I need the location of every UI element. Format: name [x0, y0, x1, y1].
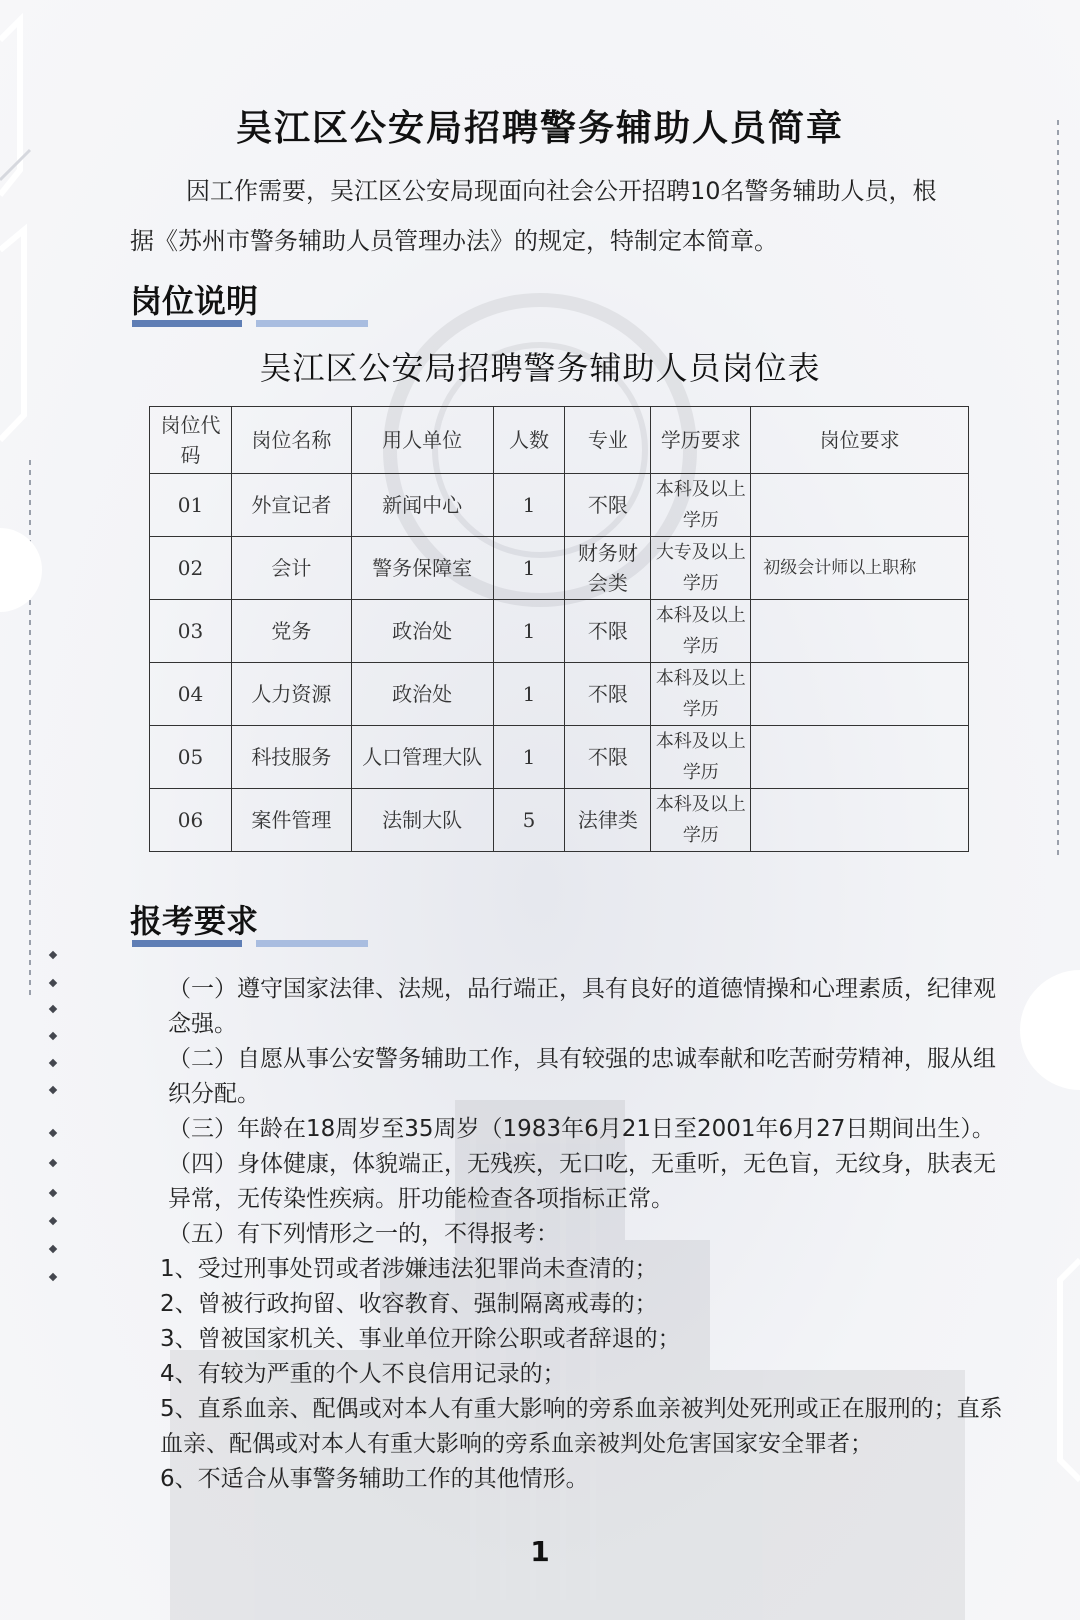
cell-education: 大专及以上学历	[651, 537, 751, 600]
cell-name: 人力资源	[231, 663, 351, 726]
cell-count: 1	[493, 537, 565, 600]
header-code: 岗位代码	[150, 407, 232, 474]
section-underline	[132, 940, 368, 947]
header-count: 人数	[493, 407, 565, 474]
exclusion-item: 1、受过刑事处罚或者涉嫌违法犯罪尚未查清的；	[160, 1256, 658, 1282]
requirement-item: （一）遵守国家法律、法规，品行端正，具有良好的道德情操和心理素质，纪律观念强。	[168, 976, 996, 1037]
intro-paragraph	[130, 166, 960, 266]
table-row	[150, 600, 969, 663]
cell-name: 外宣记者	[231, 474, 351, 537]
cell-requirement	[751, 663, 969, 726]
cell-name: 案件管理	[231, 789, 351, 852]
section-heading-positions: 岗位说明	[130, 282, 259, 320]
cell-unit: 人口管理大队	[351, 726, 493, 789]
cell-name: 会计	[231, 537, 351, 600]
cell-code: 01	[150, 474, 232, 537]
cell-unit: 法制大队	[351, 789, 493, 852]
cell-code: 06	[150, 789, 232, 852]
header-name: 岗位名称	[231, 407, 351, 474]
cell-count: 5	[493, 789, 565, 852]
requirement-item: （五）有下列情形之一的，不得报考：	[168, 1221, 559, 1247]
table-row	[150, 537, 969, 600]
page-number: 1	[530, 1535, 550, 1568]
exclusion-item: 3、曾被国家机关、事业单位开除公职或者辞退的；	[160, 1326, 681, 1352]
exclusion-item: 2、曾被行政拘留、收容教育、强制隔离戒毒的；	[160, 1291, 658, 1317]
cell-count: 1	[493, 600, 565, 663]
cell-education: 本科及以上学历	[651, 474, 751, 537]
intro-text: 因工作需要，吴江区公安局现面向社会公开招聘10名警务辅助人员，根据《苏州市警务辅助人员管理办法》的规定，特制定本简章。	[130, 177, 937, 255]
cell-education: 本科及以上学历	[651, 663, 751, 726]
exclusion-item: 5、直系血亲、配偶或对本人有重大影响的旁系血亲被判处死刑或正在服刑的；直系血亲、配偶或对本人有重大影响的旁系血亲被判处危害国家安全罪者；	[160, 1396, 1003, 1457]
table-row	[150, 726, 969, 789]
requirement-item: （三）年龄在18周岁至35周岁（1983年6月21日至2001年6月27日期间出生）。	[168, 1116, 995, 1142]
positions-table	[149, 406, 969, 852]
cell-unit: 新闻中心	[351, 474, 493, 537]
cell-unit: 政治处	[351, 600, 493, 663]
cell-education: 本科及以上学历	[651, 600, 751, 663]
cell-unit: 政治处	[351, 663, 493, 726]
section-underline	[132, 320, 368, 327]
requirement-item: （二）自愿从事公安警务辅助工作，具有较强的忠诚奉献和吃苦耐劳精神，服从组织分配。	[168, 1046, 996, 1107]
header-unit: 用人单位	[351, 407, 493, 474]
cell-major: 不限	[565, 600, 651, 663]
cell-code: 04	[150, 663, 232, 726]
table-row	[150, 474, 969, 537]
cell-count: 1	[493, 663, 565, 726]
table-header-row	[150, 407, 969, 474]
cell-unit: 警务保障室	[351, 537, 493, 600]
requirements-list	[112, 972, 1012, 1497]
header-major: 专业	[565, 407, 651, 474]
cell-requirement: 初级会计师以上职称	[751, 537, 969, 600]
cell-major: 不限	[565, 663, 651, 726]
cell-major: 财务财会类	[565, 537, 651, 600]
cell-requirement	[751, 726, 969, 789]
cell-name: 科技服务	[231, 726, 351, 789]
cell-requirement	[751, 789, 969, 852]
exclusion-item: 6、不适合从事警务辅助工作的其他情形。	[160, 1466, 589, 1492]
cell-code: 02	[150, 537, 232, 600]
requirement-item: （四）身体健康，体貌端正，无残疾，无口吃，无重听，无色盲，无纹身，肤表无异常，无传染性疾病。肝功能检查各项指标正常。	[168, 1151, 996, 1212]
cell-requirement	[751, 600, 969, 663]
cell-code: 03	[150, 600, 232, 663]
cell-count: 1	[493, 726, 565, 789]
cell-name: 党务	[231, 600, 351, 663]
header-education: 学历要求	[651, 407, 751, 474]
table-row	[150, 663, 969, 726]
cell-education: 本科及以上学历	[651, 726, 751, 789]
cell-requirement	[751, 474, 969, 537]
cell-education: 本科及以上学历	[651, 789, 751, 852]
table-title: 吴江区公安局招聘警务辅助人员岗位表	[259, 349, 821, 387]
cell-code: 05	[150, 726, 232, 789]
page-title: 吴江区公安局招聘警务辅助人员简章	[235, 108, 844, 149]
cell-major: 不限	[565, 726, 651, 789]
header-requirement: 岗位要求	[751, 407, 969, 474]
cell-major: 不限	[565, 474, 651, 537]
section-heading-requirements: 报考要求	[130, 902, 259, 940]
table-row	[150, 789, 969, 852]
cell-count: 1	[493, 474, 565, 537]
exclusion-item: 4、有较为严重的个人不良信用记录的；	[160, 1361, 566, 1387]
cell-major: 法律类	[565, 789, 651, 852]
